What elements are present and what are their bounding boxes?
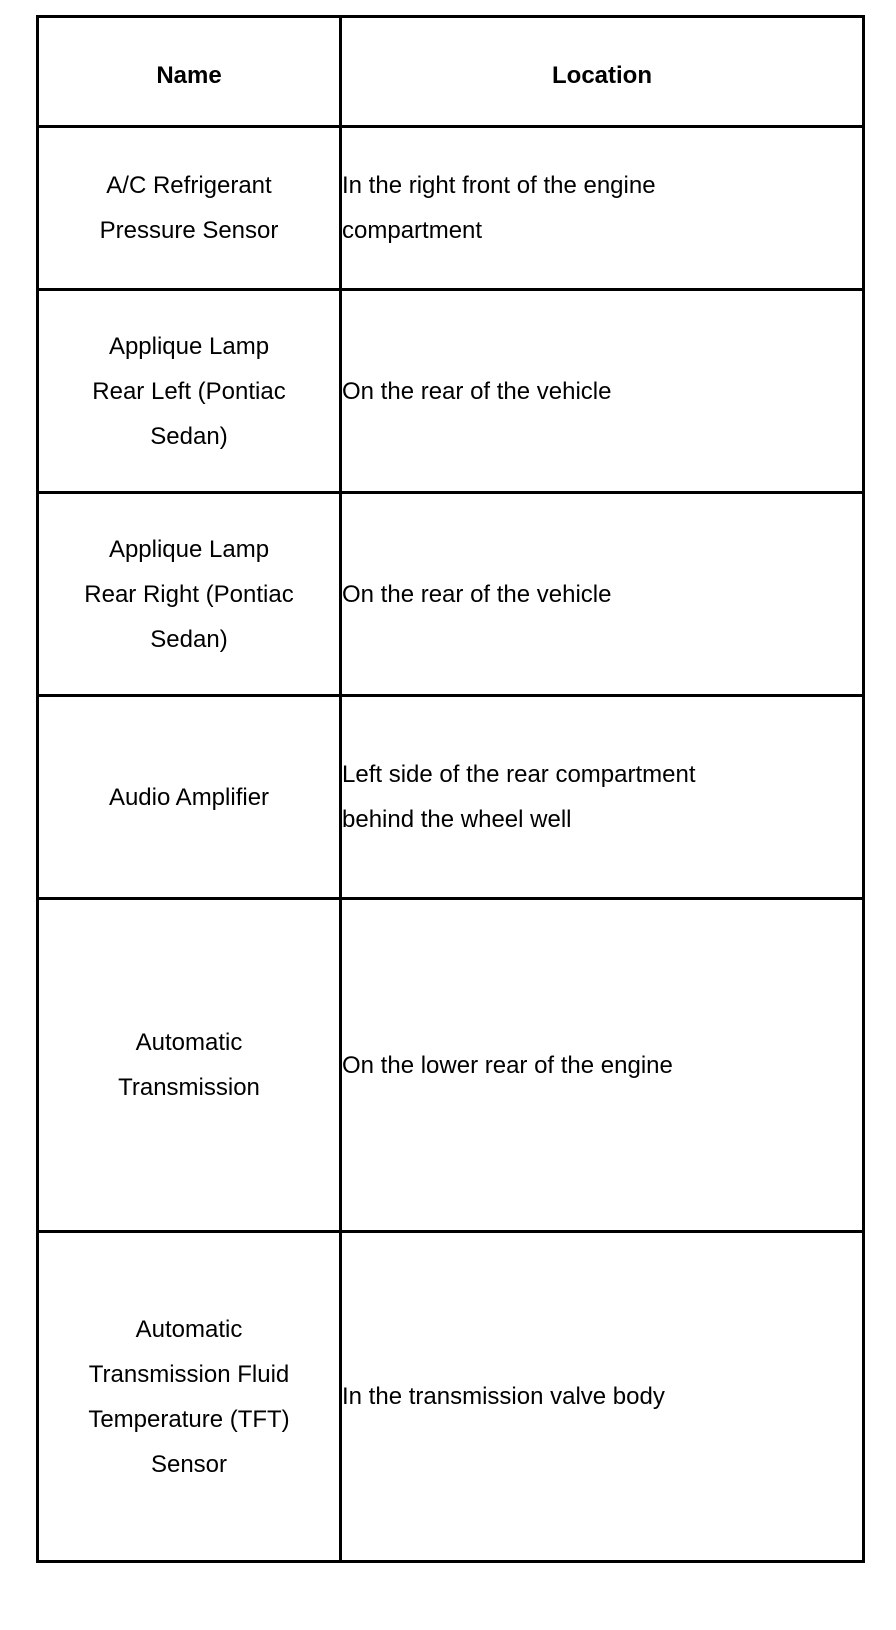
component-location: On the rear of the vehicle xyxy=(342,580,612,608)
component-name: A/C Refrigerant Pressure Sensor xyxy=(99,172,279,244)
component-name: Audio Amplifier xyxy=(108,783,270,811)
column-header-location: Location xyxy=(341,17,864,127)
column-header-name: Name xyxy=(38,17,341,127)
table-row xyxy=(38,127,864,290)
component-location: On the rear of the vehicle xyxy=(342,377,612,405)
name-cell xyxy=(38,290,341,493)
table-header-row xyxy=(38,17,864,127)
location-cell xyxy=(341,1232,864,1562)
table-row xyxy=(38,899,864,1232)
component-location: On the lower rear of the engine xyxy=(342,1051,673,1079)
table-row xyxy=(38,696,864,899)
location-cell xyxy=(341,290,864,493)
component-name: Applique Lamp Rear Right (Pontiac Sedan) xyxy=(84,535,294,653)
location-cell xyxy=(341,899,864,1232)
component-location: In the transmission valve body xyxy=(342,1383,665,1410)
table-row xyxy=(38,493,864,696)
component-location: In the right front of the engine compartment xyxy=(342,172,656,244)
location-cell xyxy=(341,127,864,290)
location-cell xyxy=(341,696,864,899)
name-cell xyxy=(38,899,341,1232)
table-row xyxy=(38,290,864,493)
component-location-table xyxy=(36,15,865,1563)
name-cell xyxy=(38,696,341,899)
component-name: Automatic Transmission Fluid Temperature (TFT) Sensor xyxy=(88,1315,290,1478)
name-cell xyxy=(38,1232,341,1562)
name-cell xyxy=(38,493,341,696)
component-location: Left side of the rear compartment behind the wheel well xyxy=(342,761,696,833)
name-cell xyxy=(38,127,341,290)
component-name: Automatic Transmission xyxy=(118,1029,260,1101)
component-name: Applique Lamp Rear Left (Pontiac Sedan) xyxy=(92,332,286,450)
location-cell xyxy=(341,493,864,696)
table-row xyxy=(38,1232,864,1562)
